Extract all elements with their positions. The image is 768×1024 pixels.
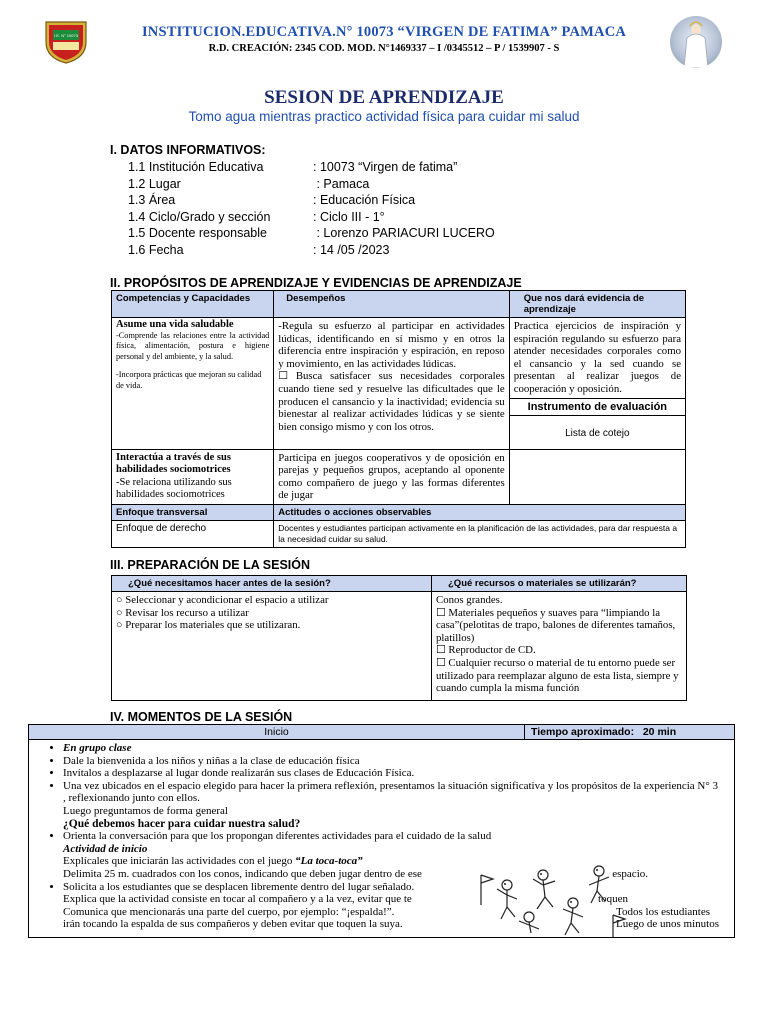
datos-row (128, 243, 495, 260)
recurso-item: ☐ Reproductor de CD. (436, 644, 536, 657)
instrumento-value: Lista de cotejo (565, 427, 630, 439)
recurso-item: Conos grandes. (436, 594, 503, 606)
datos-label: 1.4 Ciclo/Grado y sección (128, 209, 271, 224)
preparacion-heading: III. PREPARACIÓN DE LA SESIÓN (110, 558, 311, 572)
circle-bullet-icon: ○ (116, 594, 126, 606)
datos-label: 1.6 Fecha (128, 242, 184, 257)
empty-cell (509, 449, 685, 504)
competencia-2 (112, 449, 274, 504)
list-item: • Dale la bienvenida a los niños y niñas a la clase de educación física (63, 755, 718, 768)
institution-name: INSTITUCION.EDUCATIVA.N° 10073 “VIRGEN DE FATIMA” PAMACA (141, 24, 627, 40)
datos-row (128, 226, 495, 243)
datos-value: : Educación Física (313, 193, 416, 208)
instrumento-cell (509, 398, 685, 449)
datos-heading: I. DATOS INFORMATIVOS: (110, 143, 266, 157)
datos-list (128, 160, 495, 260)
competencia-1 (112, 318, 274, 450)
enfoque-value: Enfoque de derecho (112, 520, 274, 547)
recurso-item: ☐ Cualquier recurso o material de tu entorno puede ser utilizado para reemplazar alguno de esta lista, siempre y cuando cumpla la misma función (436, 656, 679, 695)
box-icon: ☐ (436, 644, 446, 657)
list-item: irán tocando la espalda de sus compañeros y deben evitar que toquen la suya. Luego de unos minutos (63, 918, 719, 931)
datos-row (128, 210, 495, 227)
datos-label: 1.1 Institución Educativa (128, 160, 264, 174)
circle-bullet-icon: ○ (116, 606, 126, 619)
col-evidencia: Que nos dará evidencia de aprendizaje (509, 291, 685, 318)
preparacion-table (111, 575, 687, 701)
col-desempenos: Desempeños (274, 291, 509, 318)
list-item: Luego preguntamos de forma general (63, 804, 228, 817)
competencia-1-title: Asume una vida saludable (116, 319, 234, 330)
list-item: • Invítalos a desplazarse al lugar donde realizarán sus clases de Educación Física. (63, 767, 718, 780)
col-recursos: ¿Qué recursos o materiales se utilizarán? (432, 576, 687, 592)
evidencia-text: Practica ejercicios de inspiración y espiración regulando su esfuerzo para atender necesidades corporales como el cansancio y la sed cuando se presentan al realizar juegos de cooperación y oposición. (509, 318, 685, 399)
desempeno-1 (274, 318, 509, 450)
children-playing-illustration (473, 855, 633, 937)
datos-value: : 10073 “Virgen de fatima” (313, 160, 458, 174)
circle-bullet-icon: ○ (116, 619, 126, 632)
col-antes: ¿Qué necesitamos hacer antes de la sesión? (112, 576, 432, 592)
tiempo-value: 20 min (642, 726, 677, 738)
list-item: • Solicita a los estudiantes que se desplacen libremente dentro del lugar señalado. (63, 881, 718, 894)
list-item: Explícales que iniciarán las actividades con el juego “La toca-toca” (63, 855, 363, 868)
desempeno-1b: Busca satisfacer sus necesidades corporales cuando tiene sed y resuelve las dificultades que le producen el cansancio y la inactividad; evidencia su bienestar al realizar actividades lúdicas y se siente bien consigo mismo y con los otros. (278, 370, 505, 433)
list-item: • Una vez ubicados en el espacio elegido para hacer la primera reflexión, presentamos la situación significativa y los propósitos de la experiencia N° 3 , reflexionando junto con ellos. (63, 780, 718, 805)
actitudes-label: Actitudes o acciones observables (274, 504, 686, 520)
enfoque-label: Enfoque transversal (112, 504, 274, 520)
desempeno-1a: -Regula su esfuerzo al participar en actividades lúdicas, identificando en sí mismo y en otros la diferencia entre inspiración y espiración, en reposo y movimiento, en las actividades lúdicas. (278, 320, 505, 370)
list-item: Explica que la actividad consiste en tocar al compañero y a la vez, evitar que te toquen (63, 893, 628, 906)
datos-value: : Pamaca (313, 176, 370, 191)
datos-value: : Ciclo III - 1° (313, 209, 385, 224)
momentos-heading: IV. MOMENTOS DE LA SESIÓN (110, 710, 293, 724)
capacidad-1a: -Comprende las relaciones entre la actividad física, alimentación, postura e higiene personal y del ambiente, y la salud. (116, 330, 270, 361)
tiempo (525, 725, 734, 739)
propositos-table (111, 290, 686, 548)
datos-label: 1.2 Lugar (128, 176, 181, 191)
desempeno-2: Participa en juegos cooperativos y de oposición en parejas y pequeños grupos, aceptando al oponente como compañero de juego y las formas diferentes de jugar (274, 449, 509, 504)
competencia-2-title: Interactúa a través de sus habilidades sociomotrices (116, 451, 231, 476)
datos-row (128, 160, 495, 177)
datos-row (128, 193, 495, 210)
instrumento-label: Instrumento de evaluación (510, 399, 685, 416)
antes-item: ○ Seleccionar y acondicionar el espacio a utilizar (116, 594, 329, 606)
page-subtitle: Tomo agua mientras practico actividad física para cuidar mi salud (188, 109, 580, 124)
page-title: SESION DE APRENDIZAJE (264, 87, 504, 108)
momentos-header (29, 725, 734, 740)
datos-row (128, 177, 495, 194)
datos-value: : 14 /05 /2023 (313, 242, 390, 257)
capacidad-1b: -Incorpora prácticas que mejoran su calidad de vida. (116, 370, 262, 390)
col-competencias: Competencias y Capacidades (112, 291, 274, 318)
list-item: • Orienta la conversación para que los propongan diferentes actividades para el cuidado de la salud (63, 830, 718, 843)
propositos-heading: II. PROPÓSITOS DE APRENDIZAJE Y EVIDENCIAS DE APRENDIZAJE (110, 276, 522, 290)
tiempo-label: Tiempo aproximado: (531, 726, 635, 738)
antes-item: ○ Preparar los materiales que se utilizaran. (116, 619, 301, 632)
box-icon: ☐ (436, 606, 446, 619)
capacidad-2a: -Se relaciona utilizando sus habilidades sociomotrices (116, 476, 232, 501)
antes-item: ○ Revisar los recurso a utilizar (116, 606, 249, 619)
list-item: Delimita 25 m. cuadrados con los conos, indicando que deben jugar dentro de ese espacio. (63, 867, 648, 880)
list-item: Comunica que mencionarás una parte del cuerpo, por ejemplo: “¡espalda!”. Todos los estudiantes (63, 905, 710, 918)
box-icon: ☐ (436, 656, 446, 669)
list-item: ¿Qué debemos hacer para cuidar nuestra salud? (63, 817, 301, 830)
list-item: Actividad de inicio (63, 842, 148, 855)
antes-cell (112, 592, 432, 701)
recursos-cell (432, 592, 687, 701)
inicio-label: Inicio (29, 725, 525, 739)
datos-label: 1.3 Área (128, 193, 176, 208)
momentos-box (28, 724, 735, 938)
recurso-item: ☐ Materiales pequeños y suaves para “limpiando la casa”(pelotitas de trapo, balones de diferentes tamaños, platillos) (436, 606, 676, 644)
datos-value: : Lorenzo PARIACURI LUCERO (313, 226, 495, 241)
datos-label: 1.5 Docente responsable (128, 226, 267, 241)
list-item: • En grupo clase (63, 742, 718, 755)
actitudes-value: Docentes y estudiantes participan activamente en la planificación de las actividades, para dar respuesta a la necesidad cuidar su salud. (274, 520, 686, 547)
box-icon: ☐ (278, 370, 288, 383)
svg-text:I.E. N° 10073: I.E. N° 10073 (54, 33, 78, 38)
resolution-line: R.D. CREACIÓN: 2345 COD. MOD. N°1469337 – I /0345512 – P / 1539907 - S (208, 43, 560, 54)
